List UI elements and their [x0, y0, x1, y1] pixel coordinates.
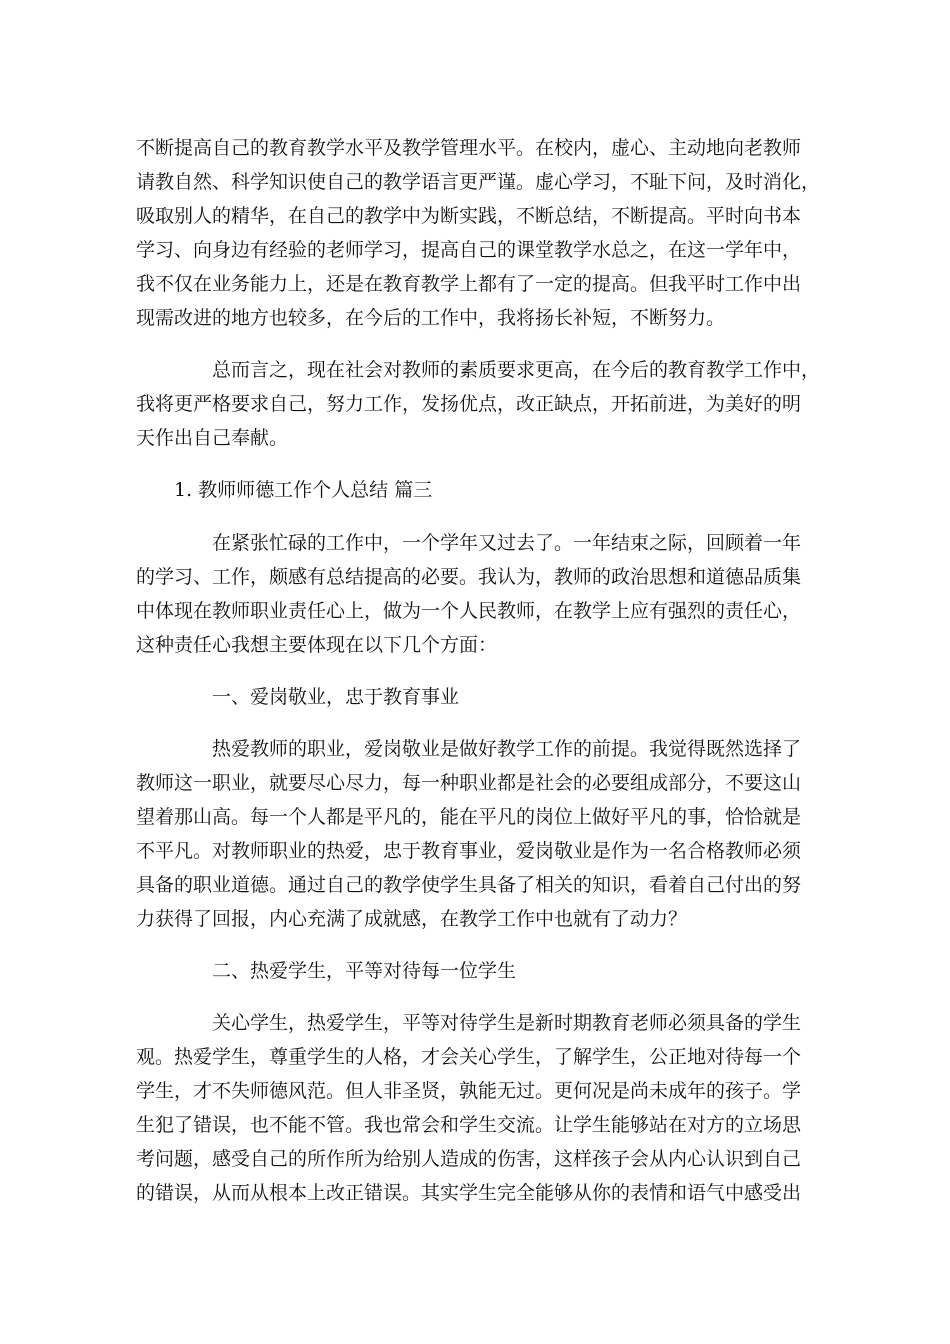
paragraph-line: 关心学生，热爱学生，平等对待学生是新时期教育老师必须具备的学生 [212, 1012, 802, 1034]
paragraph-line: 天作出自己奉献。 [136, 427, 289, 449]
paragraph-line: 生犯了错误，也不能不管。我也常会和学生交流。让学生能够站在对方的立场思 [136, 1114, 802, 1136]
subsection-heading: 一、爱岗敬业，忠于教育事业 [212, 686, 460, 708]
paragraph-line: 在紧张忙碌的工作中，一个学年又过去了。一年结束之际，回顾着一年 [212, 532, 802, 554]
paragraph-line: 具备的职业道德。通过自己的教学使学生具备了相关的知识，看着自己付出的努 [136, 874, 802, 896]
paragraph-line: 观。热爱学生，尊重学生的人格，才会关心学生，了解学生，公正地对待每一个 [136, 1046, 802, 1068]
paragraph-line: 的错误，从而从根本上改正错误。其实学生完全能够从你的表情和语气中感受出 [136, 1182, 802, 1204]
paragraph-line: 这种责任心我想主要体现在以下几个方面： [136, 634, 498, 656]
paragraph-line: 热爱教师的职业，爱岗敬业是做好教学工作的前提。我觉得既然选择了 [212, 738, 802, 760]
paragraph-line: 力获得了回报，内心充满了成就感，在教学工作中也就有了动力？ [136, 908, 688, 930]
paragraph-line: 教师这一职业，就要尽心尽力，每一种职业都是社会的必要组成部分，不要这山 [136, 772, 802, 794]
paragraph-line: 中体现在教师职业责任心上，做为一个人民教师，在教学上应有强烈的责任心， [136, 600, 802, 622]
paragraph-line: 吸取别人的精华，在自己的教学中为断实践，不断总结，不断提高。平时向书本 [136, 205, 802, 227]
paragraph-line: 考问题，感受自己的所作所为给别人造成的伤害，这样孩子会从内心认识到自己 [136, 1148, 802, 1170]
paragraph-line: 不断提高自己的教育教学水平及教学管理水平。在校内，虚心、主动地向老教师 [136, 137, 802, 159]
subsection-heading: 二、热爱学生，平等对待每一位学生 [212, 960, 517, 982]
paragraph-line: 现需改进的地方也较多，在今后的工作中，我将扬长补短，不断努力。 [136, 307, 726, 329]
section-heading: 1. 教师师德工作个人总结 篇三 [174, 479, 433, 501]
paragraph-line: 的学习、工作，颇感有总结提高的必要。我认为，教师的政治思想和道德品质集 [136, 566, 802, 588]
paragraph-line: 请教自然、科学知识使自己的教学语言更严谨。虚心学习，不耻下问，及时消化， [136, 171, 821, 193]
paragraph-line: 我将更严格要求自己，努力工作，发扬优点，改正缺点，开拓前进，为美好的明 [136, 393, 802, 415]
paragraph-line: 不平凡。对教师职业的热爱，忠于教育事业，爱岗敬业是作为一名合格教师必须 [136, 840, 802, 862]
paragraph-line: 总而言之，现在社会对教师的素质要求更高，在今后的教育教学工作中， [212, 359, 821, 381]
paragraph-line: 望着那山高。每一个人都是平凡的，能在平凡的岗位上做好平凡的事，恰恰就是 [136, 806, 802, 828]
paragraph-line: 学习、向身边有经验的老师学习，提高自己的课堂教学水总之，在这一学年中， [136, 239, 802, 261]
paragraph-line: 学生，才不失师德风范。但人非圣贤，孰能无过。更何况是尚未成年的孩子。学 [136, 1080, 802, 1102]
paragraph-line: 我不仅在业务能力上，还是在教育教学上都有了一定的提高。但我平时工作中出 [136, 273, 802, 295]
